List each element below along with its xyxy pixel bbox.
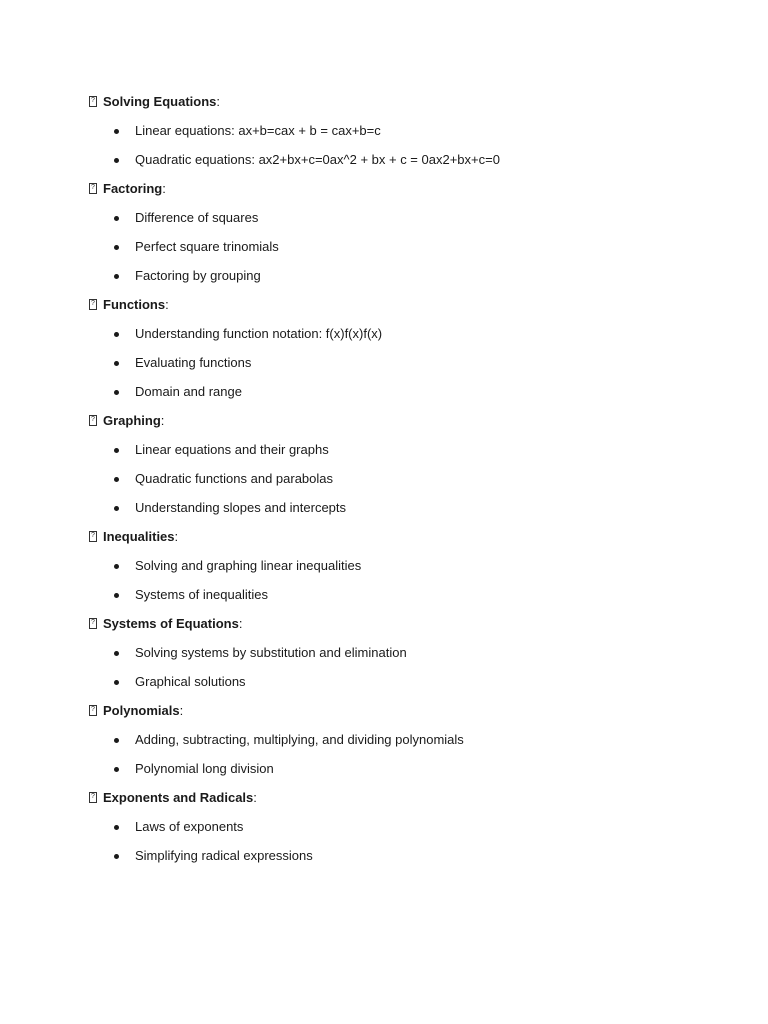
list-item — [89, 643, 709, 672]
list-item-text: Factoring by grouping — [135, 268, 261, 283]
bullet-icon — [112, 817, 135, 836]
list-item — [89, 208, 709, 237]
section-systems-of-equations — [89, 614, 709, 701]
list-item — [89, 469, 709, 498]
list-item — [89, 759, 709, 788]
bullet-icon — [112, 353, 135, 372]
missing-glyph-icon — [89, 618, 97, 629]
list-item-text: Perfect square trinomials — [135, 239, 279, 254]
section-title: Exponents and Radicals — [103, 790, 254, 805]
bullet-list — [89, 324, 709, 411]
bullet-icon — [112, 585, 135, 604]
section-heading — [89, 411, 709, 440]
section-title: Inequalities — [103, 529, 175, 544]
bullet-icon — [112, 208, 135, 227]
bullet-icon — [112, 266, 135, 285]
section-colon: : — [179, 703, 184, 718]
section-heading — [89, 701, 709, 730]
section-colon: : — [160, 413, 165, 428]
section-heading — [89, 527, 709, 556]
bullet-icon — [112, 440, 135, 459]
list-item-text: Evaluating functions — [135, 355, 252, 370]
section-title: Functions — [103, 297, 166, 312]
section-title: Polynomials — [103, 703, 180, 718]
list-item-text: Understanding function notation: f(x)f(x)f(x) — [135, 326, 383, 341]
list-item-text: Graphical solutions — [135, 674, 246, 689]
list-item-text: Simplifying radical expressions — [135, 848, 313, 863]
list-item — [89, 382, 709, 411]
section-graphing — [89, 411, 709, 527]
section-colon: : — [238, 616, 243, 631]
bullet-icon — [112, 237, 135, 256]
missing-glyph-icon — [89, 705, 97, 716]
missing-glyph-icon — [89, 183, 97, 194]
bullet-list — [89, 556, 709, 614]
bullet-list — [89, 643, 709, 701]
missing-glyph-icon — [89, 792, 97, 803]
list-item-text: Solving systems by substitution and elimination — [135, 645, 407, 660]
bullet-icon — [112, 730, 135, 749]
section-heading — [89, 788, 709, 817]
list-item — [89, 730, 709, 759]
bullet-icon — [112, 556, 135, 575]
section-heading — [89, 92, 709, 121]
section-colon: : — [216, 94, 221, 109]
list-item-text: Adding, subtracting, multiplying, and dividing polynomials — [135, 732, 464, 747]
list-item-text: Quadratic equations: ax2+bx+c=0ax^2 + bx + c = 0ax2+bx+c=0 — [135, 152, 500, 167]
bullet-icon — [112, 469, 135, 488]
list-item-text: Linear equations and their graphs — [135, 442, 329, 457]
list-item-text: Understanding slopes and intercepts — [135, 500, 347, 515]
bullet-icon — [112, 121, 135, 140]
missing-glyph-icon — [89, 531, 97, 542]
list-item-text: Difference of squares — [135, 210, 259, 225]
bullet-icon — [112, 846, 135, 865]
section-solving-equations — [89, 92, 709, 179]
list-item — [89, 846, 709, 875]
section-heading — [89, 179, 709, 208]
list-item-text: Solving and graphing linear inequalities — [135, 558, 362, 573]
bullet-icon — [112, 382, 135, 401]
bullet-icon — [112, 643, 135, 662]
section-exponents-and-radicals — [89, 788, 709, 875]
bullet-icon — [112, 324, 135, 343]
section-title: Solving Equations — [103, 94, 217, 109]
document-content — [89, 92, 709, 875]
bullet-icon — [112, 672, 135, 691]
section-functions — [89, 295, 709, 411]
section-heading — [89, 295, 709, 324]
bullet-list — [89, 817, 709, 875]
list-item-text: Polynomial long division — [135, 761, 274, 776]
list-item — [89, 817, 709, 846]
section-heading — [89, 614, 709, 643]
section-title: Graphing — [103, 413, 161, 428]
section-colon: : — [253, 790, 257, 805]
bullet-list — [89, 440, 709, 527]
bullet-icon — [112, 759, 135, 778]
list-item — [89, 266, 709, 295]
bullet-list — [89, 730, 709, 788]
missing-glyph-icon — [89, 299, 97, 310]
section-colon: : — [162, 181, 166, 196]
section-colon: : — [174, 529, 179, 544]
list-item — [89, 585, 709, 614]
list-item — [89, 440, 709, 469]
section-title: Factoring — [103, 181, 163, 196]
list-item-text: Systems of inequalities — [135, 587, 268, 602]
list-item-text: Domain and range — [135, 384, 242, 399]
section-factoring — [89, 179, 709, 295]
list-item-text: Linear equations: ax+b=cax + b = cax+b=c — [135, 123, 381, 138]
section-inequalities — [89, 527, 709, 614]
bullet-icon — [112, 150, 135, 169]
list-item — [89, 237, 709, 266]
list-item — [89, 672, 709, 701]
list-item — [89, 353, 709, 382]
section-title: Systems of Equations — [103, 616, 239, 631]
missing-glyph-icon — [89, 415, 97, 426]
list-item — [89, 498, 709, 527]
list-item-text: Quadratic functions and parabolas — [135, 471, 334, 486]
list-item — [89, 121, 709, 150]
section-polynomials — [89, 701, 709, 788]
missing-glyph-icon — [89, 96, 97, 107]
bullet-icon — [112, 498, 135, 517]
list-item-text: Laws of exponents — [135, 819, 244, 834]
section-colon: : — [165, 297, 169, 312]
list-item — [89, 150, 709, 179]
list-item — [89, 556, 709, 585]
bullet-list — [89, 208, 709, 295]
list-item — [89, 324, 709, 353]
bullet-list — [89, 121, 709, 179]
